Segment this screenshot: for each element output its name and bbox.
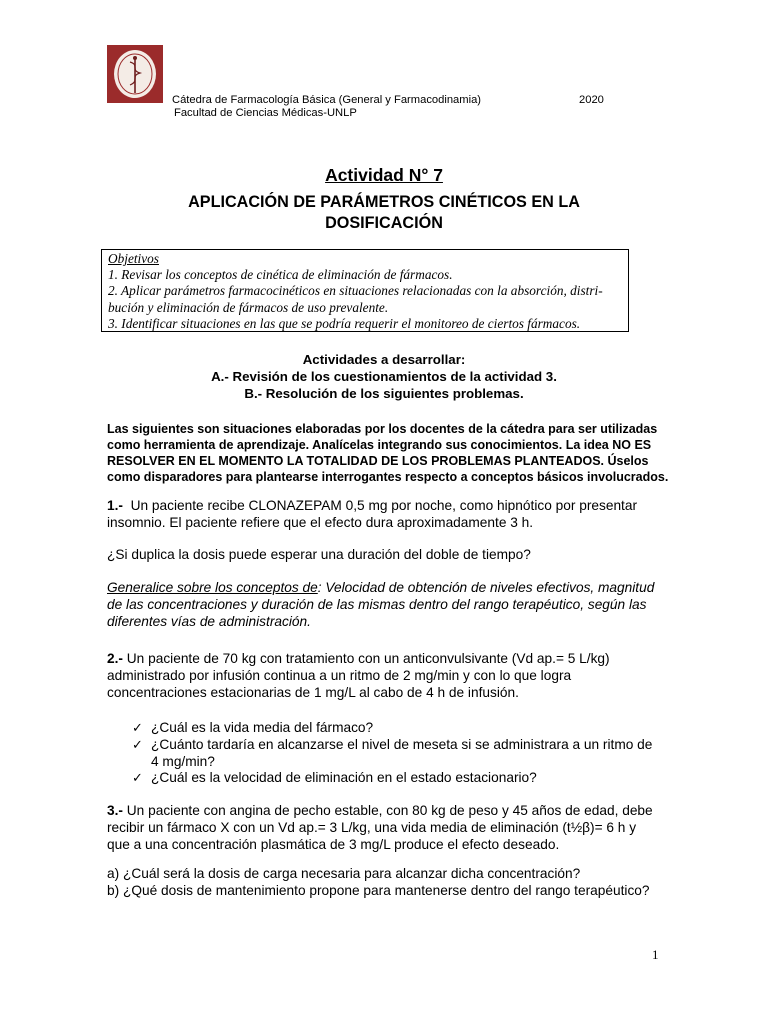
problem-3-questions <box>107 866 675 900</box>
problem-text: Un paciente con angina de pecho estable, con 80 kg de peso y 45 años de edad, debe <box>126 803 653 818</box>
year: 2020 <box>579 94 604 106</box>
institution-line: Cátedra de Farmacología Básica (General y Farmacodinamia) <box>172 94 482 106</box>
checkmark-icon: ✓ <box>132 770 143 786</box>
problem-1-question: ¿Si duplica la dosis puede esperar una duración del doble de tiempo? <box>107 547 531 562</box>
list-item-continuation: 4 mg/min? <box>151 753 215 769</box>
objective-line: 3. Identificar situaciones en las que se podría requerir el monitoreo de ciertos fármacos. <box>108 315 581 331</box>
generalize-text: de las concentraciones y duración de las mismas dentro del rango terapéutico, según las <box>107 596 647 612</box>
generalize-text: diferentes vías de administración. <box>107 613 311 629</box>
problem-text: recibir un fármaco X con un Vd ap.= 3 L/kg, una vida media de eliminación (t½β)= 6 h y <box>107 819 637 835</box>
problem-3 <box>107 803 675 853</box>
checkmark-icon: ✓ <box>132 720 143 735</box>
problem-1-generalize <box>107 580 675 630</box>
generalize-label: Generalice sobre los conceptos de <box>107 580 318 595</box>
page-number: 1 <box>652 947 659 962</box>
problem-2 <box>107 651 675 701</box>
problem-number: 2.- <box>107 651 123 666</box>
list-item: ✓ ¿Cuánto tardaría en alcanzarse el nivel de meseta si se administrara a un ritmo de <box>132 736 653 752</box>
intro-line: como disparadores para plantearse interrogantes respecto a conceptos básicos involucrados. <box>107 470 669 484</box>
problem-text: insomnio. El paciente refiere que el efecto dura aproximadamente 3 h. <box>107 514 534 530</box>
objective-line: 2. Aplicar parámetros farmacocinéticos en situaciones relacionadas con la absorción, distri- <box>108 283 603 299</box>
problem-text: Un paciente de 70 kg con tratamiento con un anticonvulsivante (Vd ap.= 5 L/kg) <box>126 651 610 666</box>
activities-heading: Actividades a desarrollar: <box>302 352 466 367</box>
generalize-text: : Velocidad de obtención de niveles efectivos, magnitud <box>317 580 655 595</box>
problem-number: 1.- <box>107 498 123 513</box>
objective-line: bución y eliminación de fármacos de uso prevalente. <box>108 299 389 315</box>
list-item: ✓ ¿Cuál es la vida media del fármaco? <box>132 720 374 735</box>
intro-line: como herramienta de aprendizaje. Analícelas integrando sus conocimientos. La idea NO ES <box>107 438 652 452</box>
intro-line: RESOLVER EN EL MOMENTO LA TOTALIDAD DE LOS PROBLEMAS PLANTEADOS. Úselos <box>107 454 649 468</box>
list-item: ✓ ¿Cuál es la velocidad de eliminación en el estado estacionario? <box>132 770 537 786</box>
problem-1 <box>107 498 675 532</box>
problem-text: concentraciones estacionarias de 1 mg/L al cabo de 4 h de infusión. <box>107 684 519 700</box>
activity-title: Actividad N° 7 <box>325 165 443 185</box>
caduceus-seal-icon <box>107 45 163 103</box>
checkmark-icon: ✓ <box>132 736 143 752</box>
intro-paragraph <box>107 421 675 485</box>
problem-text: Un paciente recibe CLONAZEPAM 0,5 mg por noche, como hipnótico por presentar <box>130 498 638 513</box>
problem-text: administrado por infusión continua a un ritmo de 2 mg/min y con lo que logra <box>107 667 572 683</box>
objective-line: 1. Revisar los conceptos de cinética de eliminación de fármacos. <box>108 267 453 283</box>
faculty-line: Facultad de Ciencias Médicas-UNLP <box>174 107 357 119</box>
objectives-box <box>101 249 629 332</box>
question-b: b) ¿Qué dosis de mantenimiento propone para mantenerse dentro del rango terapéutico? <box>107 882 650 898</box>
problem-number: 3.- <box>107 803 123 818</box>
activity-a: A.- Revisión de los cuestionamientos de la actividad 3. <box>211 369 557 384</box>
main-title-line2: DOSIFICACIÓN <box>325 214 443 232</box>
problem-text: que a una concentración plasmática de 3 mg/L produce el efecto deseado. <box>107 836 560 852</box>
main-title-line1: APLICACIÓN DE PARÁMETROS CINÉTICOS EN LA <box>188 193 580 211</box>
university-logo <box>107 45 163 103</box>
intro-line: Las siguientes son situaciones elaboradas por los docentes de la cátedra para ser utilizadas <box>107 422 658 436</box>
question-a: a) ¿Cuál será la dosis de carga necesaria para alcanzar dicha concentración? <box>107 866 581 881</box>
problem-2-questions <box>129 720 689 787</box>
objectives-heading: Objetivos <box>108 251 159 266</box>
activity-b: B.- Resolución de los siguientes problemas. <box>244 386 524 401</box>
